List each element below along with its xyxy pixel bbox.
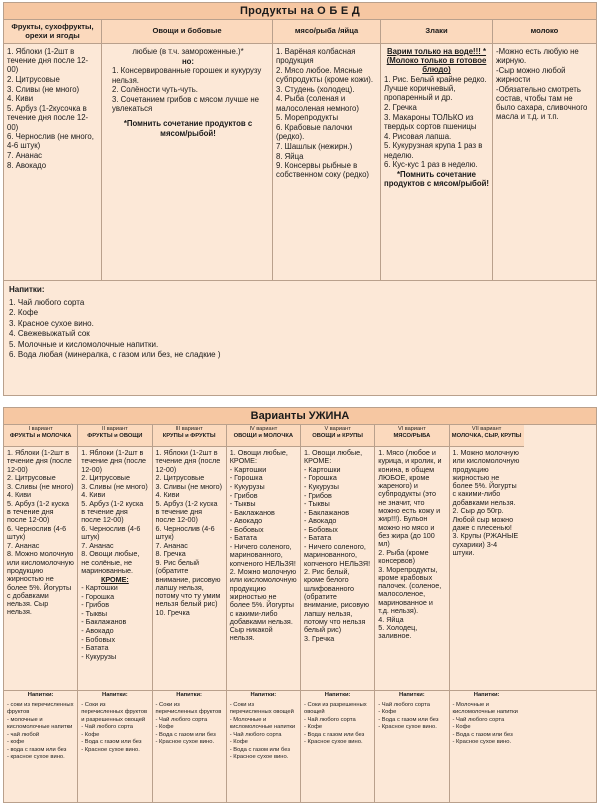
list-item: 8. Овощи любые, не солёные, не маринованные. — [81, 549, 140, 576]
list-item: - Чай любого сорта — [155, 716, 208, 723]
dinner-variant-5 — [301, 425, 375, 690]
list-item: 2. Мясо любое. Мясные субпродукты (кроме кожи). — [276, 65, 373, 85]
list-item: 2. Сыр до 50гр. Любой сыр можно даже с плесенью! — [452, 506, 514, 532]
drinks-title: Напитки: — [399, 692, 425, 698]
list-item: - Соки из перечисленных овощей — [229, 701, 294, 716]
drinks-title: Напитки: — [27, 692, 54, 698]
list-item: 1. Яблоки (1-2шт в течение дня после 12-00) — [7, 47, 89, 75]
list-item: 3. Студень (холодец). — [276, 84, 355, 94]
lunch-col-header: Овощи и бобовые — [102, 20, 272, 44]
list-item: 7. Ананас — [7, 151, 43, 161]
dinner-variant-3 — [153, 425, 227, 690]
list-item: любые (в т.ч. замороженные.)* — [132, 47, 244, 56]
lunch-drinks — [4, 281, 596, 397]
list-item: -Можно есть любую не жирную. — [496, 47, 579, 66]
list-item: 5. Холодец, заливное. — [378, 623, 418, 641]
variant-header — [375, 425, 448, 447]
drinks-title: Напитки: — [9, 285, 45, 294]
list-item: 2. Цитрусовые — [155, 473, 205, 483]
variant-header — [4, 425, 77, 447]
list-item: - Красное сухое вино. — [229, 754, 289, 761]
variant-number: VI вариант — [397, 426, 426, 432]
dinner-variant-7 — [450, 425, 524, 690]
list-item: 4. Рыба (соленая и малосоленая немного) — [276, 94, 359, 113]
list-item: - Батата — [304, 533, 332, 543]
dinner-variant-4 — [227, 425, 301, 690]
lunch-col-meat — [273, 20, 381, 280]
variant-drinks — [450, 691, 524, 802]
list-item: 3. Сливы (не много) — [81, 481, 148, 491]
variant-header — [78, 425, 151, 447]
dinner-grid — [4, 425, 596, 691]
list-item: 3. Крупы (РЖАНЫЕ сухарики) 3-4 штуки. — [452, 531, 519, 557]
variant-name: ФРУКТЫ и ОВОЩИ — [87, 432, 143, 439]
list-item: 6. Чернослив (не много, 4-6 штук) — [7, 132, 94, 151]
list-item: - Чай любого сорта — [452, 716, 505, 723]
list-item: 8. Гречка — [155, 549, 186, 559]
list-item: 6. Чернослив (4-6 штук) — [7, 524, 67, 542]
drinks-title: Напитки: — [473, 692, 500, 698]
variant-drinks — [78, 691, 152, 802]
list-item: но: — [181, 56, 195, 66]
list-item: 2. Рыба (кроме консервов) — [378, 547, 429, 565]
list-item: - Грибов — [81, 600, 110, 610]
list-item: 9. Консервы рыбные в собственном соку (редко) — [276, 161, 369, 180]
list-item: 5. Кукурузная крупа 1 раз в неделю. — [384, 141, 483, 160]
list-item: - красное сухое вино. — [7, 754, 65, 761]
list-item: - Тыквы — [229, 499, 256, 509]
list-item: 2. Рис белый, кроме белого шлифованного (обратите внимание, рисовую лапшу нельзя, потому что нельзя белый рис) — [304, 567, 370, 635]
list-item: 4. Рисовая лапша. — [384, 131, 452, 141]
dinner-drinks — [4, 691, 596, 802]
list-item: 6. Крабовые палочки (редко). — [276, 123, 353, 142]
dinner-variant-1 — [4, 425, 78, 690]
list-item: - Картошки — [81, 583, 118, 593]
variant-header — [227, 425, 300, 447]
list-item: - Вода с газом или без — [378, 716, 439, 723]
list-item: - Соки из перечисленных фруктов и разрешенных овощей — [81, 701, 148, 723]
list-item: - Вода с газом или без — [229, 746, 291, 753]
lunch-col-grains — [381, 20, 493, 280]
list-item: 2. Гречка — [384, 103, 417, 113]
list-item: 10. Гречка — [155, 608, 190, 618]
variant-drinks — [301, 691, 375, 802]
variant-name: ФРУКТЫ и МОЛОЧКА — [9, 432, 72, 439]
list-item: 8. Авокадо — [7, 160, 47, 170]
lunch-title: Продукты на О Б Е Д — [4, 3, 596, 20]
list-item: - Картошки — [229, 464, 267, 474]
list-item: 1. Рис. Белый крайне редко. Лучше коричневый, пропаренный и др. — [384, 75, 487, 103]
list-item: - Грибов — [304, 490, 332, 500]
list-item: 5. Арбуз (1-2кусочка в течение дня после 12-00) — [7, 104, 89, 132]
list-item: - Ничего соленого, маринованного, копченого НЕЛЬЗЯ! — [304, 542, 371, 568]
drinks-title: Напитки: — [176, 692, 202, 698]
lunch-col-milk — [493, 20, 596, 280]
drinks-title: Напитки: — [250, 692, 277, 698]
list-item: 2. Цитрусовые — [7, 473, 56, 483]
list-item: 2. Солёности чуть-чуть. — [112, 85, 198, 95]
list-item: 1. Овощи любые, КРОМЕ: — [229, 448, 288, 466]
list-item: 3. Красное сухое вино. — [9, 318, 94, 328]
list-item: - Ничего соленого, маринованного, копченого НЕЛЬЗЯ! — [229, 542, 296, 568]
variant-header — [301, 425, 374, 447]
list-item: - Кукурузы — [229, 482, 265, 492]
list-item: - чай любой — [7, 731, 40, 738]
list-item: - Авокадо — [81, 626, 114, 636]
list-item: 1. Можно молочную или кисломолочную продукцию жирностью не более 5%. Йогурты с какими-либо добавками нельзя. — [452, 448, 520, 507]
list-item: КРОМЕ: — [100, 574, 129, 584]
list-item: 5. Арбуз (1-2 куска в течение дня после 12-00) — [7, 498, 70, 525]
list-item: - Кофе — [155, 724, 174, 731]
list-item: - Горошка — [304, 473, 337, 483]
list-item: 5. Молочные и кисломолочные напитки. — [9, 339, 159, 349]
list-item: - Молочные и кисломолочные напитки — [452, 701, 518, 716]
variant-drinks — [4, 691, 78, 802]
list-item: - Батата — [229, 533, 257, 543]
list-item: 7. Ананас — [81, 540, 114, 550]
list-item: 1. Овощи любые, КРОМЕ: — [304, 448, 363, 466]
dinner-variant-6 — [375, 425, 449, 690]
list-item: -Обязательно смотреть состав, чтобы там не было сахара, сливочного масла и т.д. и т.п. — [496, 84, 588, 122]
variant-number: II вариант — [102, 426, 128, 432]
list-item: 5. Морепродукты — [276, 113, 339, 123]
list-item: 5. Арбуз (1-2 куска в течение дня после 12-00) — [155, 498, 218, 525]
variant-number: VII вариант — [471, 426, 502, 432]
variant-name: МОЛОЧКА, СЫР, КРУПЫ — [451, 432, 522, 439]
variant-drinks — [153, 691, 227, 802]
list-item: 7. Шашлык (нежирн.) — [276, 141, 353, 151]
variant-header — [450, 425, 524, 447]
list-item: - Красное сухое вино. — [452, 739, 512, 746]
list-item: 6. Чернослив (4-6 штук) — [81, 524, 141, 542]
dinner-sheet — [3, 407, 597, 803]
lunch-col-header: молоко — [493, 20, 596, 44]
lunch-grid — [4, 20, 596, 281]
variant-drinks — [375, 691, 449, 802]
list-item: - Кофе — [81, 731, 100, 738]
variant-number: III вариант — [175, 426, 203, 432]
variant-name: КРУПЫ и ФРУКТЫ — [162, 432, 216, 439]
list-item: 1. Яблоки (1-2шт в течение дня (после 12-00) — [7, 448, 72, 474]
list-item: 4. Киви — [7, 94, 34, 104]
list-item: 7. Ананас — [155, 540, 188, 550]
list-item: 4. Свежевыжатый сок — [9, 329, 90, 339]
list-item: - Кукурузы — [81, 651, 117, 661]
list-item: 3. Сливы (не много) — [7, 481, 74, 491]
list-item: - Соки из перечисленных фруктов — [155, 701, 222, 716]
list-item: - Грибов — [229, 490, 258, 500]
drinks-title: Напитки: — [102, 692, 128, 698]
note: Варим только на воде!!! * (Молоко только в готовое блюдо) — [386, 47, 487, 75]
list-item: 6. Кус-кус 1 раз в неделю. — [384, 160, 478, 170]
dinner-variant-2 — [78, 425, 152, 690]
list-item: 4. Киви — [7, 490, 32, 500]
list-item: - Кукурузы — [304, 482, 339, 492]
list-item: 4. Киви — [155, 490, 180, 500]
list-item: 9. Рис белый (обратите внимание, рисовую лапшу нельзя, потому что ту умим нельзя белый рис) — [155, 558, 221, 609]
list-item: - Вода с газом или без — [81, 739, 142, 746]
list-item: - Картошки — [304, 464, 341, 474]
lunch-col-header: Фрукты, сухофрукты, орехи и ягоды — [4, 20, 101, 44]
list-item: 4. Яйца — [378, 614, 404, 624]
list-item: - вода с газом или без — [7, 746, 67, 753]
list-item: - Бобовых — [304, 524, 338, 534]
lunch-col-header: Злаки — [381, 20, 492, 44]
list-item: 3. Морепродукты, кроме крабовых палочек. (соленое, малосоленое, маринованное и т.д. нельзя). — [378, 564, 442, 615]
list-item: 6. Вода любая (минералка, с газом или без, не сладкие ) — [9, 350, 221, 360]
lunch-col-vegetables — [102, 20, 273, 280]
list-item: 2. Цитрусовые — [7, 75, 60, 85]
list-item: - Горошка — [81, 591, 115, 601]
list-item: - Бобовых — [81, 634, 116, 644]
list-item: 3. Гречка — [304, 633, 335, 643]
list-item: 3. Сливы (не много) — [7, 84, 80, 94]
list-item: - Бобовых — [229, 524, 264, 534]
list-item: - молочные и кисломолочные напитки — [7, 716, 73, 731]
list-item: 6. Чернослив (4-6 штук) — [155, 524, 215, 542]
list-item: - Соки из разрешенных овощей — [304, 701, 367, 716]
list-item: - Баклажанов — [229, 507, 275, 517]
list-item: - Кофе — [452, 724, 471, 731]
variant-number: I вариант — [28, 426, 53, 432]
list-item: 1. Варёная колбасная продукция — [276, 47, 356, 66]
variant-number: IV вариант — [249, 426, 278, 432]
list-item: 1. Яблоки (1-2шт в течение дня (после 12-00) — [81, 448, 147, 474]
list-item: -Сыр можно любой жирности — [496, 65, 566, 85]
variant-name: ОВОЩИ и МОЛОЧКА — [233, 432, 294, 439]
lunch-col-fruits — [4, 20, 102, 280]
list-item: - Тыквы — [81, 608, 108, 618]
list-item: - Красное сухое вино. — [378, 724, 437, 731]
list-item: - Чай любого сорта — [304, 716, 356, 723]
list-item: - соки из перечисленных фруктов — [7, 701, 74, 716]
list-item: 2. Можно молочную или кисломолочную продукцию жирностью не более 5%. Йогурты с какими-либо добавками нельзя. Сыр никакой нельзя. — [229, 567, 297, 643]
note: *Помнить сочетание продуктов с мясом/рыбой! — [384, 169, 489, 189]
list-item: - Кофе — [378, 709, 397, 716]
list-item: 8. Можно молочную или кисломолочную продукцию жирностью не более 5%. Йогурты с добавками нельзя. Сыр нельзя. — [7, 549, 74, 617]
lunch-col-header: мясо/рыба /яйца — [273, 20, 380, 44]
drinks-title: Напитки: — [324, 692, 351, 698]
list-item: 2. Кофе — [9, 308, 39, 318]
list-item: - Вода с газом или без — [155, 731, 216, 738]
list-item: - Чай любого сорта — [229, 731, 282, 738]
list-item: - Молочные и кисломолочные напитки — [229, 716, 296, 731]
variant-header — [153, 425, 226, 447]
list-item: 2. Цитрусовые — [81, 473, 130, 483]
list-item: - Кофе — [229, 739, 248, 746]
list-item: - Чай любого сорта — [81, 724, 133, 731]
note: *Помнить сочетание продуктов с мясом/рыбой! — [123, 119, 253, 138]
variant-drinks — [227, 691, 301, 802]
list-item: 3. Сливы (не много) — [155, 481, 222, 491]
list-item: - Батата — [81, 643, 109, 653]
list-item: - Красное сухое вино. — [304, 739, 363, 746]
list-item: 3. Макароны ТОЛЬКО из твердых сортов пшеницы — [384, 112, 477, 131]
list-item: - кофе — [7, 739, 25, 746]
dinner-title: Варианты УЖИНА — [4, 408, 596, 425]
list-item: 3. Сочетанием грибов с мясом лучше не увлекаться — [112, 94, 259, 114]
variant-number: V вариант — [324, 426, 351, 432]
list-item: - Кофе — [304, 724, 323, 731]
list-item: 8. Яйца — [276, 151, 304, 161]
list-item: 7. Ананас — [7, 540, 40, 550]
list-item: - Вода с газом или без — [452, 731, 513, 738]
lunch-sheet — [3, 2, 597, 396]
list-item: - Тыквы — [304, 499, 330, 509]
list-item: 5. Арбуз (1-2 куска в течение дня после 12-00) — [81, 498, 144, 525]
variant-name: ОВОЩИ и КРУПЫ — [312, 432, 363, 439]
list-item: - Горошка — [229, 473, 263, 483]
list-item: - Авокадо — [304, 516, 337, 526]
list-item: 1. Яблоки (1-2шт в течение дня (после 12-00) — [155, 448, 221, 474]
variant-name: МЯСО/РЫБА — [393, 432, 431, 439]
list-item: - Вода с газом или без — [304, 731, 365, 738]
list-item: - Баклажанов — [81, 617, 127, 627]
list-item: - Чай любого сорта — [378, 701, 430, 708]
list-item: - Авокадо — [229, 516, 263, 526]
list-item: 4. Киви — [81, 490, 106, 500]
list-item: 1. Мясо (любое и курица, и кролик, и конина, в общем ЛЮБОЕ, кроме жареного) и субпродукты (это не значит, что можно есть кожу и жир!!!). Бульон можно но мясо и без жира (до 100 мл) — [378, 448, 442, 549]
list-item: - Красное сухое вино. — [81, 746, 140, 753]
list-item: - Баклажанов — [304, 507, 350, 517]
list-item: - Красное сухое вино. — [155, 739, 215, 746]
list-item: 1. Чай любого сорта — [9, 297, 85, 307]
list-item: 1. Консервированные горошек и кукурузу нельзя. — [112, 66, 262, 85]
